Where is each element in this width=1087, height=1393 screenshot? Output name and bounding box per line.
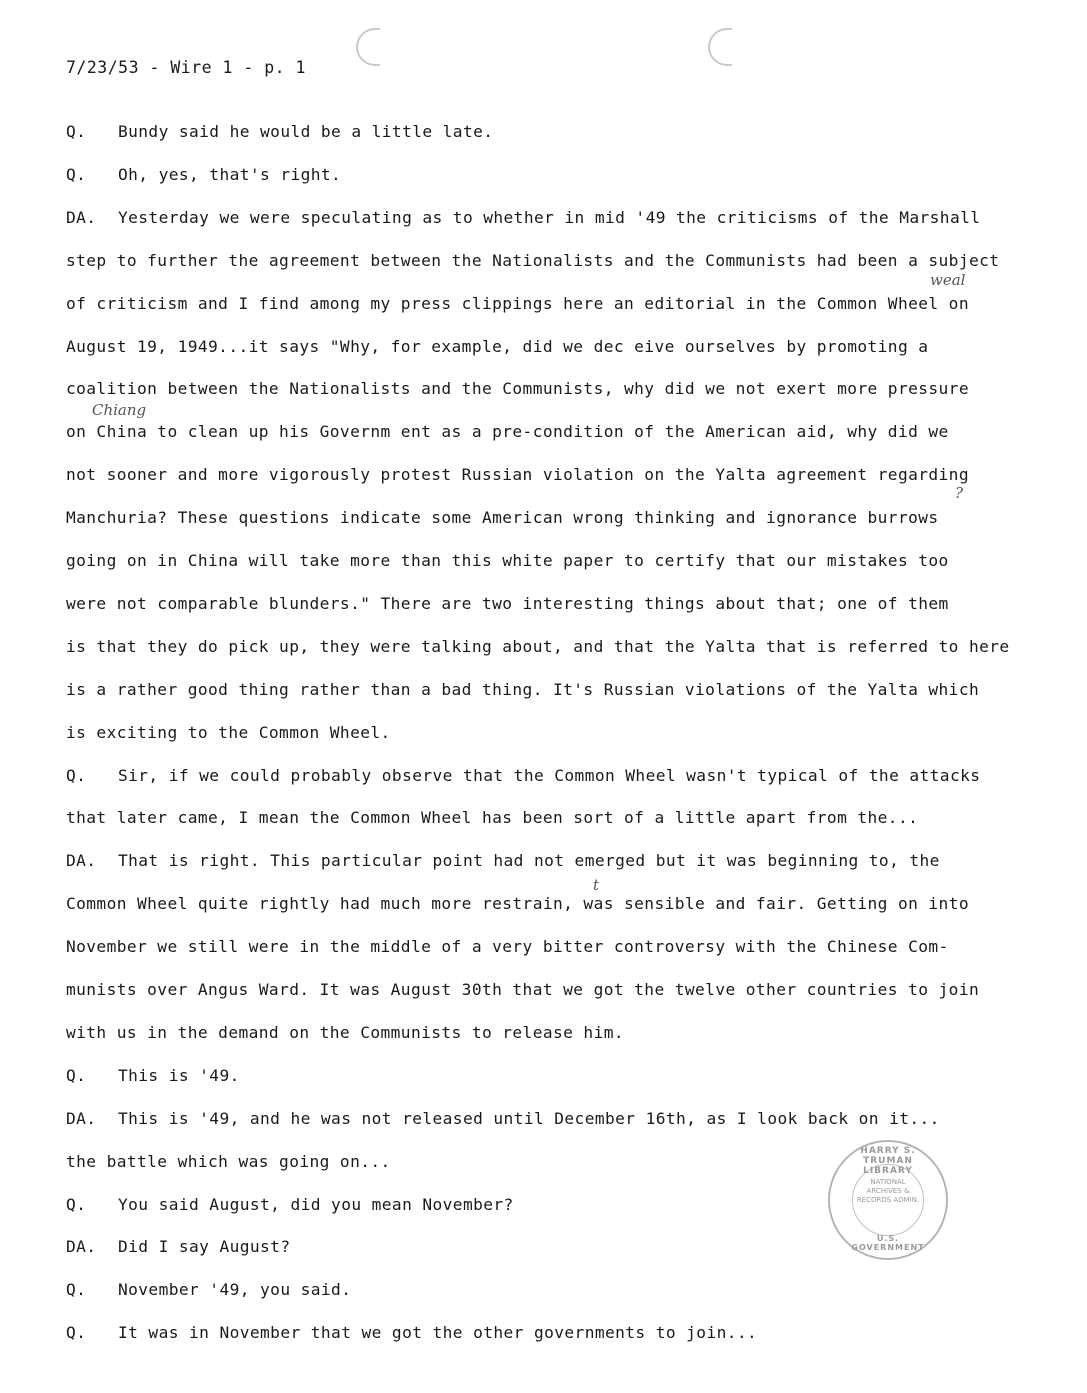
speaker-label: Q. bbox=[66, 1280, 87, 1300]
library-stamp bbox=[828, 1140, 948, 1260]
transcript-line bbox=[66, 422, 949, 442]
stamp-bottom-text: U.S. GOVERNMENT bbox=[851, 1234, 925, 1252]
speaker-label: DA. bbox=[66, 207, 97, 227]
punch-hole-mark bbox=[356, 28, 380, 66]
line-text: Sir, if we could probably observe that the Common Wheel wasn't typical of the attacks bbox=[118, 765, 981, 785]
transcript-line bbox=[66, 1023, 624, 1043]
transcript-line bbox=[66, 980, 979, 1000]
handwritten-question-mark: ? bbox=[955, 484, 964, 502]
line-text: Bundy said he would be a little late. bbox=[118, 122, 494, 141]
line-text: Common Wheel quite rightly had much more restrain, was sensible and fair. Getting on into bbox=[66, 894, 969, 914]
handwritten-correction-weal: weal bbox=[930, 271, 966, 289]
speaker-label: DA. bbox=[66, 1108, 97, 1128]
transcript-line bbox=[66, 1109, 940, 1129]
line-text: the battle which was going on... bbox=[66, 1151, 391, 1171]
transcript-line bbox=[66, 122, 493, 142]
line-text: Manchuria? These questions indicate some American wrong thinking and ignorance burrows bbox=[66, 508, 939, 528]
transcript-line bbox=[66, 723, 391, 743]
transcript-line bbox=[66, 766, 980, 786]
punch-hole-mark bbox=[708, 28, 732, 66]
line-text: Oh, yes, that's right. bbox=[118, 164, 342, 184]
speaker-label: Q. bbox=[66, 122, 87, 141]
stamp-top-text: HARRY S. TRUMAN LIBRARY bbox=[860, 1146, 916, 1176]
line-text: is exciting to the Common Wheel. bbox=[66, 722, 391, 742]
line-text: with us in the demand on the Communists to release him. bbox=[66, 1022, 625, 1042]
line-text: were not comparable blunders." There are two interesting things about that; one of them bbox=[66, 593, 949, 613]
line-text: It was in November that we got the other governments to join... bbox=[118, 1323, 758, 1343]
transcript-line bbox=[66, 551, 949, 571]
transcript-line bbox=[66, 1152, 391, 1172]
speaker-label: Q. bbox=[66, 1323, 87, 1343]
line-text: of criticism and I find among my press clippings here an editorial in the Common Wheel on bbox=[66, 293, 969, 313]
transcript-line bbox=[66, 1280, 351, 1300]
line-text: not sooner and more vigorously protest Russian violation on the Yalta agreement regarding bbox=[66, 465, 969, 485]
transcript-line bbox=[66, 1195, 514, 1215]
line-text: This is '49. bbox=[118, 1065, 240, 1085]
transcript-line bbox=[66, 894, 969, 914]
transcript-line bbox=[66, 808, 918, 828]
speaker-label: DA. bbox=[66, 851, 97, 871]
line-text: munists over Angus Ward. It was August 30th that we got the twelve other countries to join bbox=[66, 980, 980, 999]
line-text: This is '49, and he was not released until December 16th, as I look back on it... bbox=[118, 1108, 940, 1128]
transcript-line bbox=[66, 637, 1010, 657]
line-text: That is right. This particular point had not emerged but it was beginning to, the bbox=[118, 851, 940, 871]
line-text: Yesterday we were speculating as to whether in mid '49 the criticisms of the Marshall bbox=[118, 207, 981, 227]
handwritten-correction-chiang: Chiang bbox=[92, 401, 147, 419]
transcript-line bbox=[66, 465, 969, 485]
line-text: step to further the agreement between the Nationalists and the Communists had been a subject bbox=[66, 250, 1000, 270]
transcript-line bbox=[66, 1323, 757, 1343]
line-text: is a rather good thing rather than a bad thing. It's Russian violations of the Yalta which bbox=[66, 679, 980, 699]
line-text: that later came, I mean the Common Wheel has been sort of a little apart from the... bbox=[66, 808, 919, 828]
line-text: is that they do pick up, they were talking about, and that the Yalta that is referred to here bbox=[66, 636, 1010, 656]
page-header: 7/23/53 - Wire 1 - p. 1 bbox=[66, 58, 306, 77]
transcript-line bbox=[66, 937, 949, 957]
transcript-line bbox=[66, 379, 969, 399]
speaker-label: Q. bbox=[66, 1194, 87, 1214]
transcript-line bbox=[66, 508, 939, 528]
line-text: coalition between the Nationalists and the Communists, why did we not exert more pressure bbox=[66, 379, 969, 399]
line-text: on China to clean up his Governm ent as a pre-condition of the American aid, why did we bbox=[66, 422, 949, 442]
stamp-center-text: NATIONAL ARCHIVES & RECORDS ADMIN. bbox=[856, 1178, 920, 1204]
transcript-line bbox=[66, 851, 940, 871]
transcript-line bbox=[66, 208, 980, 228]
line-text: November we still were in the middle of a very bitter controversy with the Chinese Com- bbox=[66, 937, 949, 957]
transcript-line bbox=[66, 165, 341, 185]
transcript-line bbox=[66, 1237, 290, 1257]
line-text: going on in China will take more than this white paper to certify that our mistakes too bbox=[66, 551, 949, 570]
transcript-line bbox=[66, 1066, 240, 1086]
speaker-label: Q. bbox=[66, 765, 87, 785]
transcript-line bbox=[66, 680, 979, 700]
line-text: November '49, you said. bbox=[118, 1280, 352, 1300]
speaker-label: Q. bbox=[66, 1065, 87, 1085]
line-text: You said August, did you mean November? bbox=[118, 1194, 514, 1214]
speaker-label: DA. bbox=[66, 1237, 97, 1257]
transcript-line bbox=[66, 294, 969, 314]
transcript-line bbox=[66, 337, 928, 357]
transcript-line bbox=[66, 594, 949, 614]
line-text: August 19, 1949...it says "Why, for example, did we dec eive ourselves by promoting a bbox=[66, 336, 929, 356]
transcript-line bbox=[66, 251, 999, 271]
speaker-label: Q. bbox=[66, 164, 87, 184]
line-text: Did I say August? bbox=[118, 1237, 291, 1257]
handwritten-insert-t: t bbox=[593, 876, 600, 894]
